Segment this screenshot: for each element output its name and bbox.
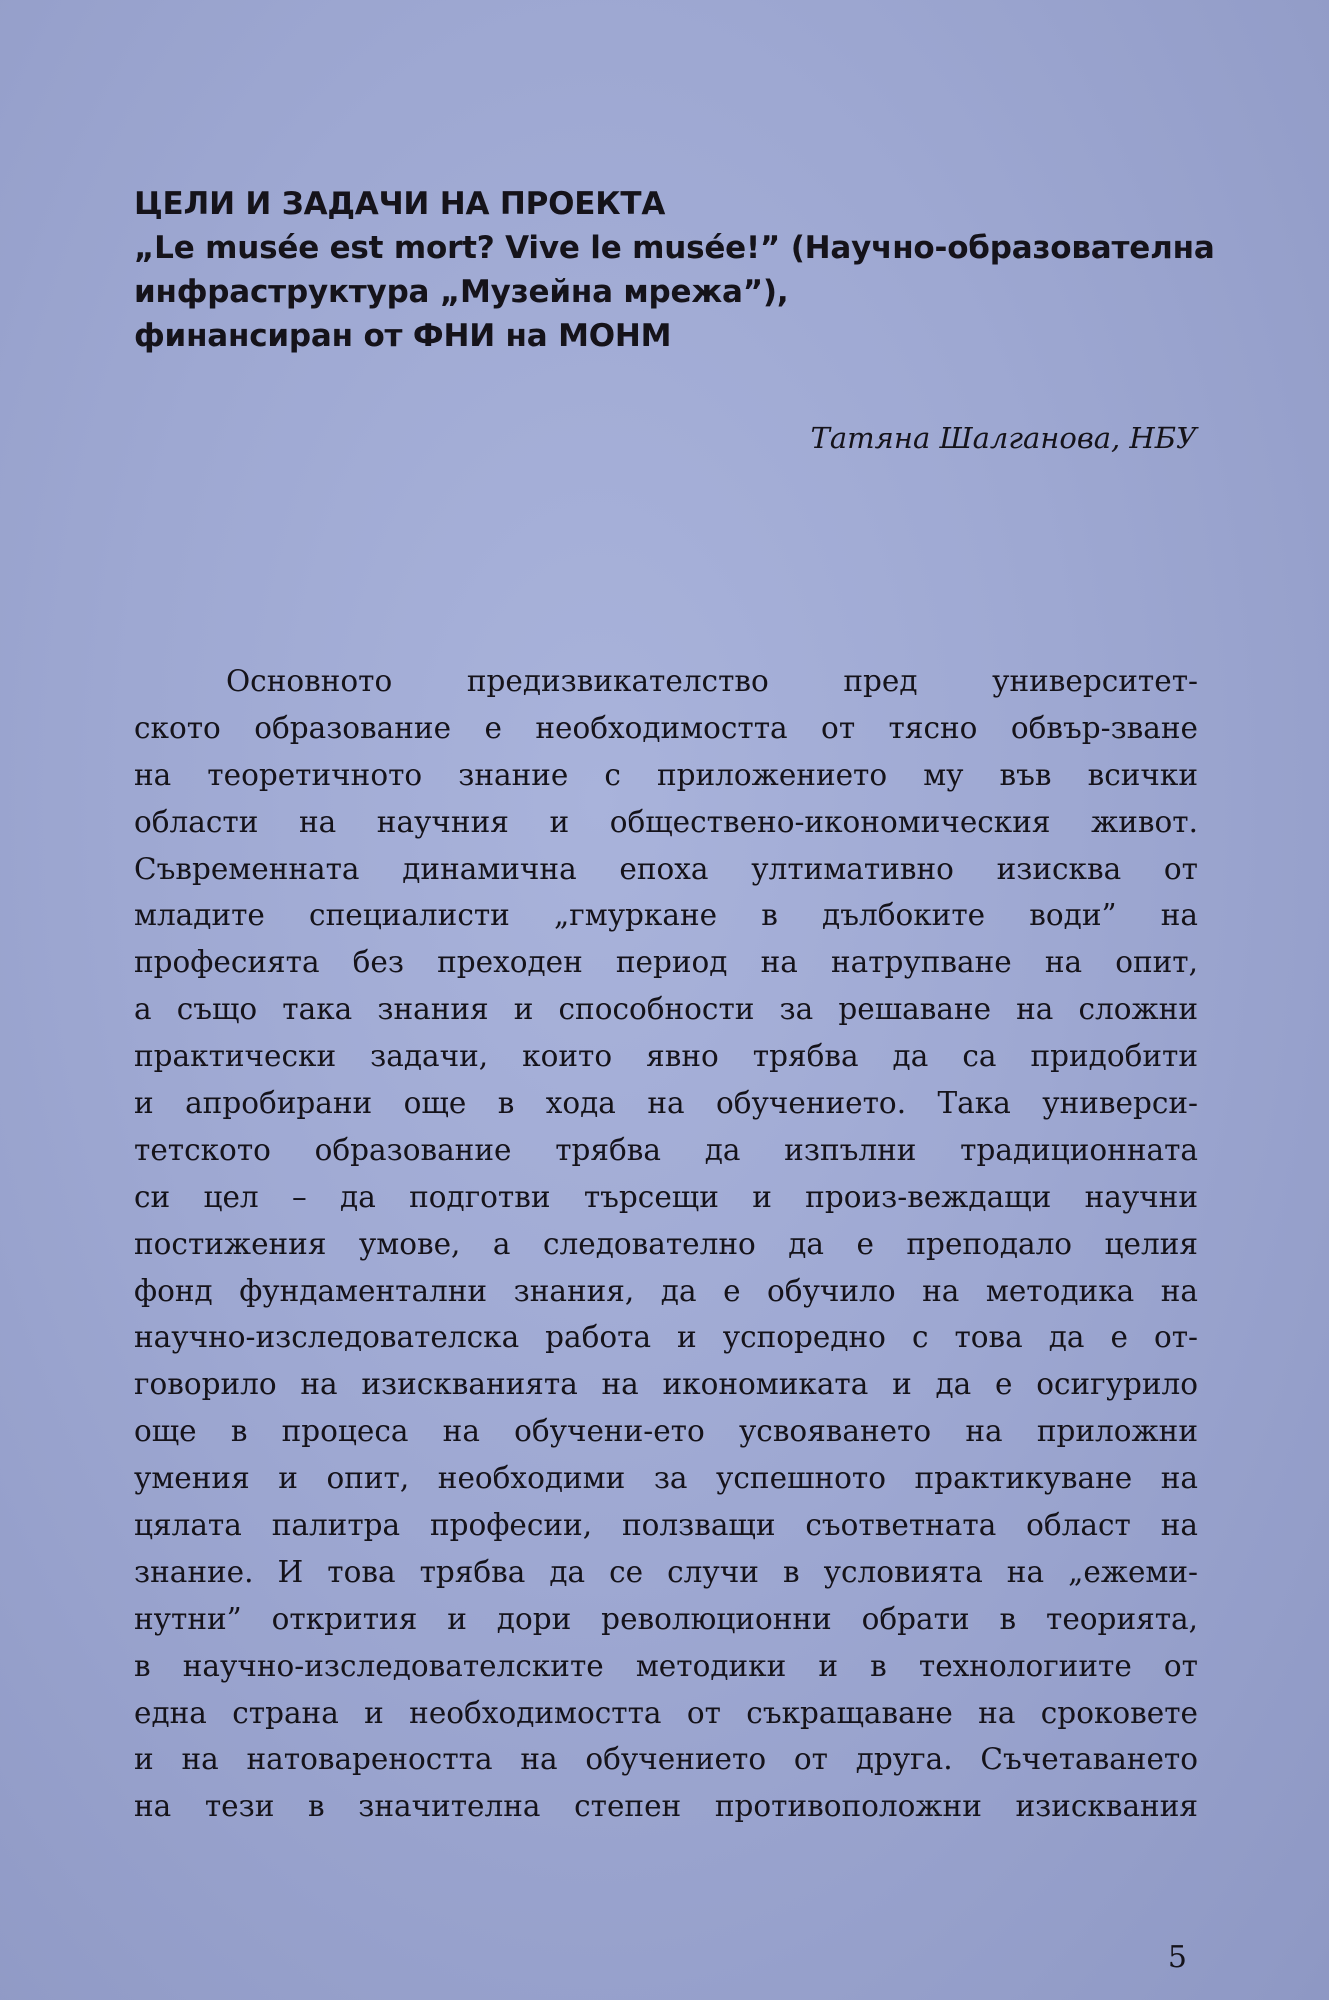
body-line: ското образование е необходимостта от тясно обвър-зване xyxy=(134,710,1198,745)
body-line: цялата палитра професии, ползващи съответната област на xyxy=(134,1508,1198,1543)
body-line: знание. И това трябва да се случи в условията на „ежеми- xyxy=(134,1554,1198,1589)
body-line: Съвременната динамична епоха ултимативно изисква от xyxy=(134,851,1198,886)
heading-project-name: „Le musée est mort? Vive le musée!” (Научно-образователна xyxy=(134,230,1215,266)
body-line: нутни” открития и дори революционни обрати в теорията, xyxy=(134,1601,1198,1636)
body-line: и апробирани още в хода на обучението. Така универси- xyxy=(134,1086,1198,1121)
body-line: в научно-изследователските методики и в технологиите от xyxy=(134,1648,1198,1683)
body-line: Основното предизвикателство пред университет- xyxy=(226,664,1198,698)
article-heading xyxy=(134,182,1215,358)
body-line: на тези в значителна степен противоположни изисквания xyxy=(134,1789,1198,1824)
body-line: тетското образование трябва да изпълни традиционната xyxy=(134,1132,1198,1167)
body-line: още в процеса на обучени-ето усвояването на приложни xyxy=(134,1414,1198,1449)
body-line: умения и опит, необходими за успешното практикуване на xyxy=(134,1461,1198,1496)
body-line: фонд фундаментални знания, да е обучило на методика на xyxy=(134,1273,1198,1308)
body-line: области на научния и обществено-икономическия живот. xyxy=(134,804,1198,839)
body-line: а също така знания и способности за решаване на сложни xyxy=(134,992,1198,1027)
author-byline: Татяна Шалганова, НБУ xyxy=(810,421,1197,455)
body-line: и на натовареността на обучението от друга. Съчетаването xyxy=(134,1742,1198,1777)
page-number: 5 xyxy=(1167,1940,1187,1975)
body-line: младите специалисти „гмуркане в дълбоките води” на xyxy=(134,898,1198,933)
body-paragraph xyxy=(134,658,1198,1830)
body-line: професията без преходен период на натрупване на опит, xyxy=(134,945,1198,980)
body-line: практически задачи, които явно трябва да са придобити xyxy=(134,1039,1198,1074)
body-line: научно-изследователска работа и успоредно с това да е от- xyxy=(134,1320,1198,1355)
body-line: постижения умове, а следователно да е преподало целия xyxy=(134,1226,1198,1261)
heading-project-name-cont: инфраструктура „Музейна мрежа”), xyxy=(134,274,789,310)
body-line: говорило на изискванията на икономиката и да е осигурило xyxy=(134,1367,1198,1402)
heading-title: ЦЕЛИ И ЗАДАЧИ НА ПРОЕКТА xyxy=(134,186,666,222)
body-line: една страна и необходимостта от съкращаване на сроковете xyxy=(134,1695,1198,1730)
body-line: на теоретичното знание с приложението му във всички xyxy=(134,757,1198,792)
heading-funding: финансиран от ФНИ на МОНМ xyxy=(134,318,672,354)
body-line: си цел – да подготви търсещи и произ-веждащи научни xyxy=(134,1179,1198,1214)
